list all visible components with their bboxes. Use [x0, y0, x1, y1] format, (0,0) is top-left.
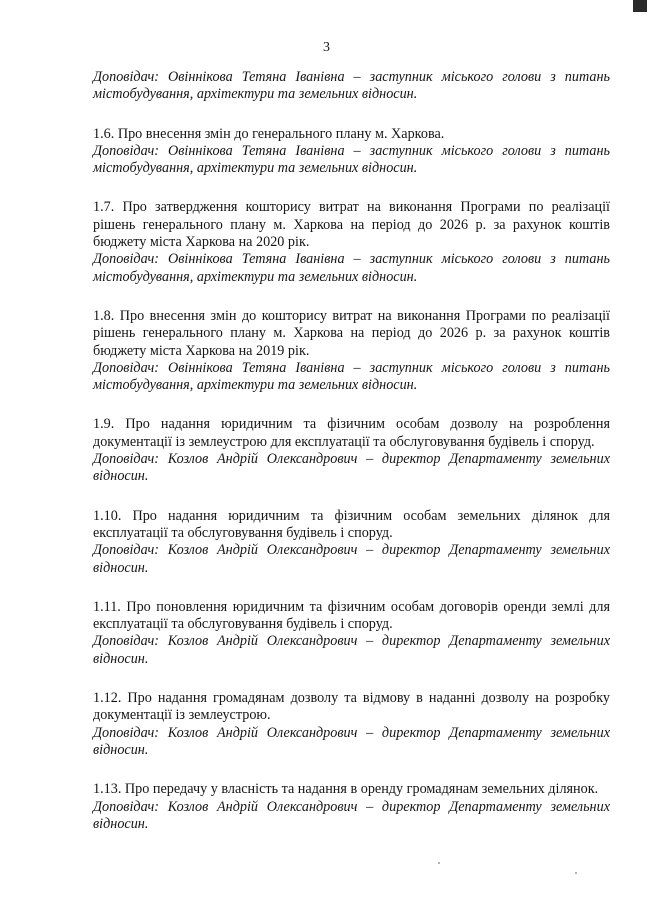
agenda-item-title: 1.10. Про надання юридичним та фізичним особам земельних ділянок для експлуатації та обслуговування будівель і споруд.	[93, 507, 610, 541]
agenda-item-continued	[93, 69, 610, 104]
agenda-item-title: 1.11. Про поновлення юридичним та фізичним особам договорів оренди землі для експлуатації та обслуговування будівель і споруд.	[93, 598, 610, 633]
agenda-item-speaker: Доповідач: Козлов Андрій Олександрович – директор Департаменту земельних відносин.	[93, 724, 610, 758]
agenda-list	[93, 69, 610, 833]
agenda-item-speaker: Доповідач: Овіннікова Тетяна Іванівна – заступник міського голови з питань містобудування, архітектури та земельних відносин.	[93, 251, 610, 285]
agenda-item-speaker: Доповідач: Козлов Андрій Олександрович – директор Департаменту земельних відносин.	[93, 798, 610, 832]
agenda-item-speaker: Доповідач: Козлов Андрій Олександрович – директор Департаменту земельних відносин.	[93, 542, 610, 576]
agenda-item-speaker: Доповідач: Овіннікова Тетяна Іванівна – заступник міського голови з питань містобудування, архітектури та земельних відносин.	[93, 142, 610, 177]
agenda-item-1-7	[93, 199, 610, 285]
agenda-item-title: 1.7. Про затвердження кошторису витрат на виконання Програми по реалізації рішень генерального плану м. Харкова на період до 2026 р. за рахунок коштів бюджету міста Харкова на 2020 рік.	[93, 199, 610, 251]
agenda-item-1-13	[93, 781, 610, 833]
agenda-item-title: 1.9. Про надання юридичним та фізичним особам дозволу на розроблення документації із землеустрою для експлуатації та обслуговування будівель і споруд.	[93, 416, 610, 450]
agenda-item-title: 1.6. Про внесення змін до генерального плану м. Харкова.	[93, 125, 445, 142]
agenda-item-1-10	[93, 508, 610, 577]
agenda-item-speaker: Доповідач: Козлов Андрій Олександрович – директор Департаменту земельних відносин.	[93, 451, 610, 485]
scan-speck	[575, 872, 577, 874]
agenda-item-1-12	[93, 690, 610, 759]
agenda-item-title: 1.13. Про передачу у власність та надання в оренду громадянам земельних ділянок.	[93, 781, 599, 798]
agenda-item-1-8	[93, 308, 610, 394]
agenda-item-1-6	[93, 126, 610, 178]
agenda-item-1-11	[93, 599, 610, 668]
scan-speck	[438, 862, 440, 864]
agenda-item-speaker: Доповідач: Овіннікова Тетяна Іванівна – заступник міського голови з питань містобудування, архітектури та земельних відносин.	[93, 69, 610, 103]
scan-corner-mark	[633, 0, 647, 12]
agenda-item-speaker: Доповідач: Овіннікова Тетяна Іванівна – заступник міського голови з питань містобудування, архітектури та земельних відносин.	[93, 359, 610, 394]
agenda-item-title: 1.8. Про внесення змін до кошторису витрат на виконання Програми по реалізації рішень генерального плану м. Харкова на період до 2026 р. за рахунок коштів бюджету міста Харкова на 2019 рік.	[93, 307, 610, 359]
page-number: 3	[323, 40, 330, 55]
agenda-item-title: 1.12. Про надання громадянам дозволу та відмову в наданні дозволу на розробку документації із землеустрою.	[93, 690, 610, 724]
agenda-item-speaker: Доповідач: Козлов Андрій Олександрович – директор Департаменту земельних відносин.	[93, 633, 610, 667]
agenda-item-1-9	[93, 416, 610, 485]
